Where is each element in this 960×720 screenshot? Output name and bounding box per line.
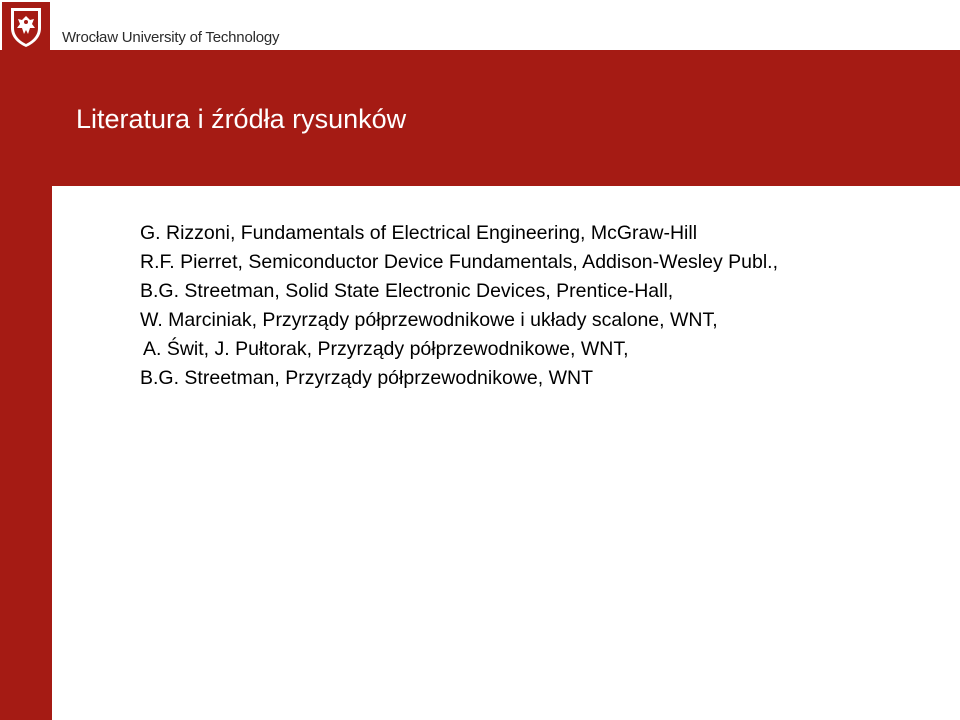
reference-item: R.F. Pierret, Semiconductor Device Fundamentals, Addison-Wesley Publ., — [140, 251, 779, 273]
reference-item: W. Marciniak, Przyrządy półprzewodnikowe i układy scalone, WNT, — [140, 309, 718, 331]
reference-item: B.G. Streetman, Przyrządy półprzewodnikowe, WNT — [140, 367, 593, 389]
left-accent-bar — [0, 50, 52, 720]
reference-item: B.G. Streetman, Solid State Electronic Devices, Prentice-Hall, — [140, 280, 674, 302]
reference-item: G. Rizzoni, Fundamentals of Electrical Engineering, McGraw-Hill — [140, 222, 698, 244]
university-crest-icon — [2, 2, 50, 50]
university-name: Wrocław University of Technology — [62, 29, 280, 46]
slide-title: Literatura i źródła rysunków — [76, 104, 407, 134]
reference-item: A. Świt, J. Pułtorak, Przyrządy półprzewodnikowe, WNT, — [143, 338, 629, 360]
header-strip — [0, 0, 960, 50]
